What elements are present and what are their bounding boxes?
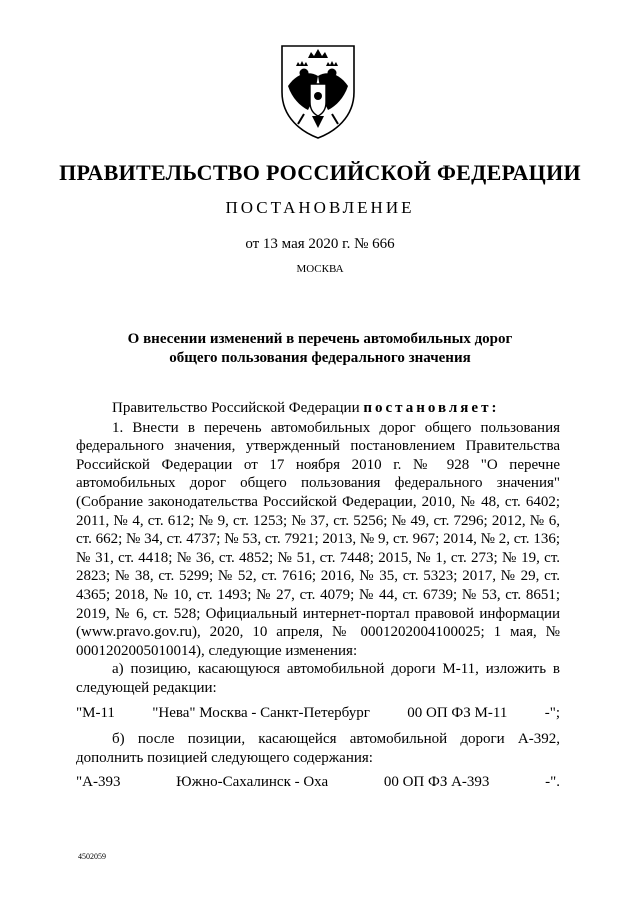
heading-line-1: О внесении изменений в перечень автомобильных дорог (127, 331, 513, 347)
government-title: ПРАВИТЕЛЬСТВО РОССИЙСКОЙ ФЕДЕРАЦИИ (59, 160, 581, 185)
row-a-id: 00 ОП ФЗ М-11 (407, 704, 508, 721)
row-b-id: 00 ОП ФЗ А-393 (383, 774, 490, 791)
sub-item-a: а) позицию, касающуюся автомобильной дороги М-11, изложить в следующей редакции: (76, 661, 560, 696)
row-a-tail: -"; (544, 704, 560, 721)
date-number-line: от 13 мая 2020 г. № 666 (245, 236, 395, 252)
sub-item-b: б) после позиции, касающейся автомобильной дороги А-392, дополнить позицией следующего содержания: (76, 731, 560, 766)
intro-verb: постановляет: (363, 400, 500, 416)
heading-line-2: общего пользования федерального значения (169, 350, 471, 366)
row-a-code: "М-11 (76, 704, 115, 721)
footer-document-code: 4502059 (78, 852, 106, 861)
document-body (76, 399, 560, 800)
item-1-paragraph: 1. Внести в перечень автомобильных дорог общего пользования федерального значения, утвержденный постановлением Правительства Российской Федерации от 17 ноября 2010 г. № 928 "О перечне автомобильных дорог общего пользования федерального значения" (Собрание законодательства Российской Федерации, 2010, № 48, ст. 6402; 2011, № 4, ст. 612; № 9, ст. 1253; № 37, ст. 5256; № 49, ст. 7296; 2012, № 6, ст. 662; № 34, ст. 4737; № 53, ст. 7921; 2013, № 9, ст. 967; 2014, № 2, ст. 136; № 31, ст. 4418; № 36, ст. 4852; № 51, ст. 7448; 2015, № 1, ст. 273; № 19, ст. 2823; № 38, ст. 5299; № 52, ст. 7616; 2016, № 35, ст. 5323; 2017, № 29, ст. 4365; 2018, № 10, ст. 1493; № 27, ст. 4079; № 44, ст. 6739; № 53, ст. 8651; 2019, № 6, ст. 528; Официальный интернет-портал правовой информации (www.pravo.gov.ru), 2020, 10 апреля, № 0001202004100025; 1 мая, № 0001202005010014), следующие изменения: (76, 419, 560, 659)
table-row-b (76, 773, 560, 792)
row-b-name: Южно-Сахалинск - Оха (176, 774, 329, 791)
table-row-a (76, 704, 560, 723)
city-label: МОСКВА (296, 263, 344, 275)
document-heading (60, 330, 580, 368)
row-b-code: "А-393 (76, 774, 121, 791)
row-a-name: "Нева" Москва - Санкт-Петербург (152, 704, 370, 721)
document-type: ПОСТАНОВЛЕНИЕ (225, 198, 415, 217)
intro-paragraph (76, 399, 560, 418)
intro-prefix: Правительство Российской Федерации (112, 400, 360, 416)
state-emblem (274, 40, 362, 140)
row-b-tail: -". (545, 774, 560, 791)
